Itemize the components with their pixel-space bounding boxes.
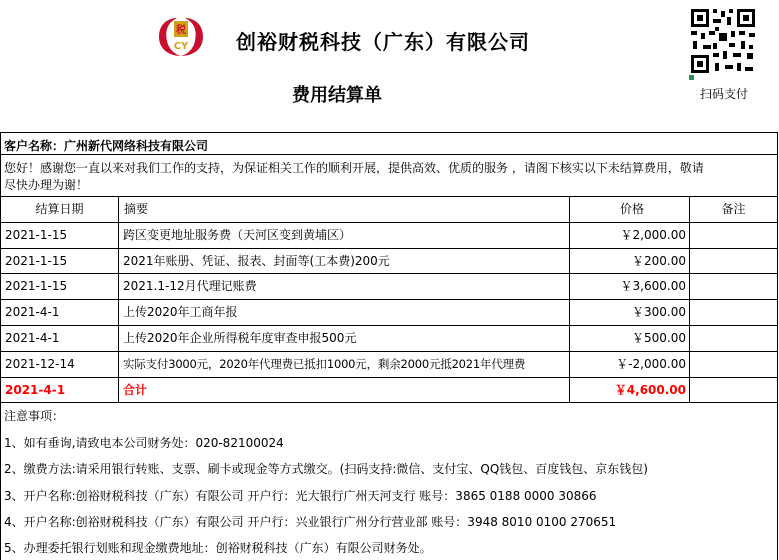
company-logo xyxy=(155,15,207,59)
greeting-line-2: 尽快办理为谢！ xyxy=(4,178,89,192)
logo-text: CY xyxy=(173,41,189,52)
row-1-desc: 跨区变更地址服务费（天河区变到黄埔区） xyxy=(123,228,352,242)
document-title: 费用结算单 xyxy=(292,85,382,106)
row-4-price: ￥300.00 xyxy=(632,305,686,319)
row-4-date: 2021-4-1 xyxy=(5,305,60,319)
greeting-line-1: 您好！感谢您一直以来对我们工作的支持，为保证相关工作的顺利开展，提供高效、优质的服务 ，请阁下核实以下未结算费用，敬请 xyxy=(4,161,704,175)
customer-value: 广州新代网络科技有限公司 xyxy=(64,139,209,153)
column-header-desc: 摘要 xyxy=(124,202,149,216)
qr-label: 扫码支付 xyxy=(700,87,749,101)
row-4-desc: 上传2020年工商年报 xyxy=(123,305,238,319)
customer-label: 客户名称： xyxy=(4,139,65,153)
qr-corner-marker xyxy=(689,75,694,80)
total-date: 2021-4-1 xyxy=(5,383,66,397)
row-1-price: ￥2,000.00 xyxy=(620,228,686,242)
company-name: 创裕财税科技（广东）有限公司 xyxy=(236,30,530,54)
note-item-4: 4、开户名称:创裕财税科技（广东）有限公司 开户行：兴业银行广州分行营业部 账号：3948 8010 0100 270651 xyxy=(4,515,617,529)
note-item-1: 1、如有垂询,请致电本公司财务处：020-82100024 xyxy=(4,436,284,450)
note-item-3: 3、开户名称:创裕财税科技（广东）有限公司 开户行：光大银行广州天河支行 账号：3865 0188 0000 30866 xyxy=(4,489,597,503)
total-label: 合计 xyxy=(123,383,148,397)
qr-code-icon xyxy=(689,7,757,75)
column-header-price: 价格 xyxy=(620,202,645,216)
row-3-date: 2021-1-15 xyxy=(5,279,68,293)
total-price: ￥4,600.00 xyxy=(614,383,686,397)
row-1-date: 2021-1-15 xyxy=(5,228,68,242)
row-3-price: ￥3,600.00 xyxy=(620,279,686,293)
column-header-note: 备注 xyxy=(721,202,746,216)
column-header-date: 结算日期 xyxy=(35,202,84,216)
row-6-price: ￥-2,000.00 xyxy=(616,357,686,371)
notes-heading: 注意事项： xyxy=(4,409,65,423)
row-5-price: ￥500.00 xyxy=(632,331,686,345)
row-2-date: 2021-1-15 xyxy=(5,254,68,268)
customer-name xyxy=(4,139,208,153)
note-item-5: 5、办理委托银行划账和现金缴费地址：创裕财税科技（广东）有限公司财务处。 xyxy=(4,541,432,555)
row-5-desc: 上传2020年企业所得税年度审查申报500元 xyxy=(123,331,357,345)
row-2-price: ￥200.00 xyxy=(632,254,686,268)
row-3-desc: 2021.1-12月代理记账费 xyxy=(123,279,257,293)
row-6-date: 2021-12-14 xyxy=(5,357,75,371)
svg-text:税: 税 xyxy=(176,25,186,36)
row-5-date: 2021-4-1 xyxy=(5,331,60,345)
note-item-2: 2、缴费方法:请采用银行转账、支票、刷卡或现金等方式缴交。(扫码支持:微信、支付宝、QQ钱包、百度钱包、京东钱包) xyxy=(4,462,648,476)
row-2-desc: 2021年账册、凭证、报表、封面等(工本费)200元 xyxy=(123,254,390,268)
row-6-desc: 实际支付3000元，2020年代理费已抵扣1000元，剩余2000元抵2021年代理费 xyxy=(123,357,526,371)
